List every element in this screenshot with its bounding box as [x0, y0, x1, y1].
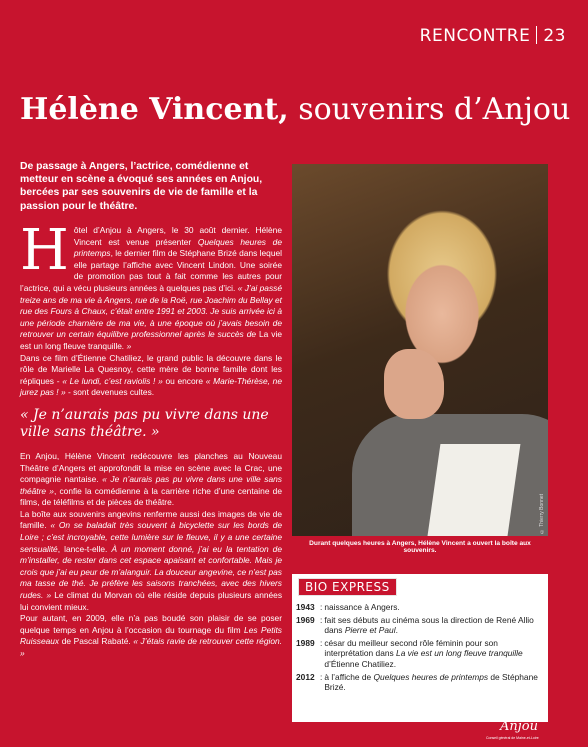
bio-item: 1989 : césar du meilleur second rôle féminin pour son interprétation dans La vie est un long fleuve tranquille d’Étienne Chatiliez.: [296, 637, 523, 669]
header-divider: [536, 26, 537, 44]
paragraph-5: Pour autant, en 2009, elle n’a pas boudé son plaisir de se poser quelque temps en Anjou à l’occasion du tournage du film Les Petits Ruisseaux de Pascal Rabaté. « J’étais ravie de retrouver cette région. »: [20, 613, 282, 658]
logo-script: Anjou: [500, 719, 538, 734]
section-name: RENCONTRE: [419, 26, 531, 46]
paragraph-1: Hôtel d’Anjou à Angers, le 30 août dernier. Hélène Vincent est venue présenter Quelques heures de printemps, le dernier film de Stéphane Brizé dans lequel elle partage l’affiche avec Vincent Lindon. Une soirée de promotion pas tout à fait comme les autres pour l’actrice, qui a vécu plusieurs années à quelques pas d’ici. « J’ai passé treize ans de ma vie à Angers, rue de la Roë, rue Joachim du Bellay et rue des Fours à Chaux, c’était entre 1991 et 2003. Je suis arrivée ici à une période charnière de ma vie, à une époque où j’avais besoin de retrouver un certain équilibre professionnel après le succès de La vie est un long fleuve tranquille. »: [20, 218, 282, 351]
title-name: Hélène Vincent,: [20, 92, 289, 127]
bio-express-box: [292, 574, 548, 722]
paragraph-3: En Anjou, Hélène Vincent redécouvre les planches au Nouveau Théâtre d’Angers et approfondit la mise en scène avec la Crac, une compagnie nantaise. « Je n’aurais pas pu vivre dans une ville sans théâtre », confie la comédienne à la carrière riche d’une centaine de films, de téléfilms et de pièces de théâtre.: [20, 450, 282, 508]
article-body: [20, 218, 283, 660]
paragraph-2: Dans ce film d’Étienne Chatiliez, le grand public la découvre dans le rôle de Marielle La Quesnoy, cette mère de bonne famille dont les répliques - « Le lundi, c’est raviolis ! » ou encore « Marie-Thérèse, ne jurez pas ! » - sont devenues cultes.: [20, 352, 282, 398]
lead-paragraph: De passage à Angers, l’actrice, comédienne et metteur en scène a évoqué ses années en Anjou, bercées par ses souvenirs de vie de famille et la passion pour le théâtre.: [20, 161, 263, 212]
photo-hand: [384, 349, 444, 419]
article-title: [20, 92, 570, 127]
paragraph-4: La boîte aux souvenirs angevins renferme aussi des images de vie de famille. « On se baladait très souvent à bicyclette sur les bords de Loire ; c’est incroyable, cette lumière sur le fleuve, il y a une certaine sensualité, lance-t-elle. À un moment donné, j’ai eu la tentation de m’installer, de rester dans cet espace apaisant et confortable. Mais je crois que j’ai eu peur de m’alanguir. La douceur angevine, ce n’est pas ma tasse de thé. Je préfère les saisons tranchées, avec des hivers rudes. » Le climat du Morvan où elle réside depuis plusieurs années lui convient mieux.: [20, 508, 283, 612]
photo-caption: Durant quelques heures à Angers, Hélène Vincent a ouvert la boîte aux souvenirs.: [309, 540, 531, 554]
section-header: [420, 26, 566, 46]
page-number: 23: [543, 26, 566, 46]
anjou-logo: [478, 720, 548, 742]
photo-shirt: [424, 444, 521, 536]
portrait-photo: [292, 164, 548, 536]
bio-item: 2012 : à l’affiche de Quelques heures de printemps de Stéphane Brizé.: [296, 671, 538, 693]
title-subtitle: souvenirs d’Anjou: [288, 92, 571, 127]
logo-tagline: Conseil général de Maine-et-Loire: [486, 736, 539, 740]
bio-item: 1969 : fait ses débuts au cinéma sous la direction de René Allio dans Pierre et Paul.: [296, 614, 534, 636]
bio-heading: BIO EXPRESS: [298, 578, 397, 596]
photo-credit: © Thierry Bonnet: [539, 494, 545, 535]
drop-cap: H: [20, 218, 69, 283]
bio-table: [296, 602, 548, 695]
bio-item: 1943 : naissance à Angers.: [296, 602, 400, 612]
pull-quote: « Je n’aurais pas pu vivre dans une ville sans théâtre. »: [20, 406, 269, 440]
